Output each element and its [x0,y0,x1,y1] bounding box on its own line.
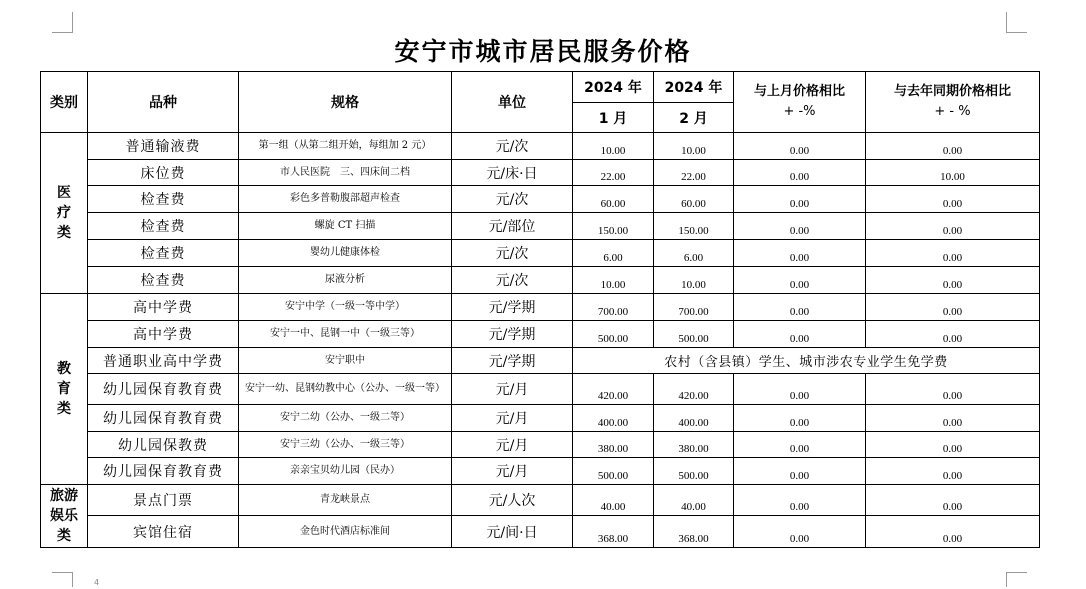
row-unit: 元/学期 [452,348,573,374]
row-unit: 元/学期 [452,294,573,321]
row-spec: 青龙峡景点 [239,485,452,516]
row-feb-price: 60.00 [654,186,734,213]
row-spec: 安宁一中、昆钢一中（一级三等） [239,321,452,348]
row-jan-price: 40.00 [573,485,654,516]
row-item: 高中学费 [88,294,239,321]
row-mom-change: 0.00 [734,213,866,240]
header-feb-month: 2 月 [654,103,734,133]
table-row [41,405,1040,432]
row-mom-change: 0.00 [734,516,866,548]
table-row [41,458,1040,485]
row-spec: 螺旋 CT 扫描 [239,213,452,240]
row-spec: 安宁中学（一级一等中学） [239,294,452,321]
row-yoy-change: 0.00 [866,405,1040,432]
row-jan-price: 60.00 [573,186,654,213]
row-item: 普通职业高中学费 [88,348,239,374]
row-item: 检查费 [88,186,239,213]
row-jan-price: 22.00 [573,160,654,186]
row-yoy-change: 10.00 [866,160,1040,186]
row-yoy-change: 0.00 [866,240,1040,267]
row-jan-price: 150.00 [573,213,654,240]
category-education: 教 育 类 [41,294,88,485]
crop-mark-bottom-right [1006,572,1027,587]
table-row [41,267,1040,294]
row-mom-change: 0.00 [734,374,866,405]
table-row [41,186,1040,213]
free-tuition-note: 农村（含县镇）学生、城市涉农专业学生免学费 [573,348,1040,374]
row-mom-change: 0.00 [734,432,866,458]
row-mom-change: 0.00 [734,405,866,432]
row-mom-change: 0.00 [734,240,866,267]
page-number: 4 [94,578,100,587]
row-yoy-change: 0.00 [866,321,1040,348]
row-item: 景点门票 [88,485,239,516]
table-row [41,348,1040,374]
table-row [41,321,1040,348]
row-unit: 元/次 [452,186,573,213]
row-feb-price: 400.00 [654,405,734,432]
row-unit: 元/人次 [452,485,573,516]
row-feb-price: 10.00 [654,267,734,294]
row-spec: 彩色多普勒腹部超声检查 [239,186,452,213]
row-jan-price: 500.00 [573,321,654,348]
row-jan-price: 6.00 [573,240,654,267]
crop-mark-bottom-left [52,572,73,587]
category-medical: 医 疗 类 [41,133,88,294]
row-item: 幼儿园保育教育费 [88,374,239,405]
table-row [41,213,1040,240]
crop-mark-top-right [1006,12,1027,33]
header-year-on-year [866,72,1040,133]
row-item: 宾馆住宿 [88,516,239,548]
header-spec: 规格 [239,72,452,133]
row-yoy-change: 0.00 [866,458,1040,485]
row-yoy-change: 0.00 [866,213,1040,240]
row-yoy-change: 0.00 [866,432,1040,458]
row-yoy-change: 0.00 [866,267,1040,294]
row-unit: 元/学期 [452,321,573,348]
row-mom-change: 0.00 [734,186,866,213]
row-spec: 安宁二幼（公办、一级二等） [239,405,452,432]
row-item: 幼儿园保育教育费 [88,405,239,432]
row-unit: 元/月 [452,374,573,405]
row-jan-price: 10.00 [573,267,654,294]
header-unit: 单位 [452,72,573,133]
table-row [41,160,1040,186]
row-item: 幼儿园保育教育费 [88,458,239,485]
header-yoy-line2: + - % [934,104,971,119]
row-unit: 元/床·日 [452,160,573,186]
table-row [41,133,1040,160]
table-row [41,374,1040,405]
table-row [41,485,1040,516]
header-month-on-month [734,72,866,133]
row-mom-change: 0.00 [734,160,866,186]
row-feb-price: 500.00 [654,321,734,348]
row-mom-change: 0.00 [734,294,866,321]
table-row [41,240,1040,267]
row-feb-price: 40.00 [654,485,734,516]
row-mom-change: 0.00 [734,133,866,160]
table-row [41,294,1040,321]
row-jan-price: 380.00 [573,432,654,458]
row-feb-price: 150.00 [654,213,734,240]
row-jan-price: 700.00 [573,294,654,321]
row-item: 幼儿园保教费 [88,432,239,458]
row-spec: 安宁三幼（公办、一级三等） [239,432,452,458]
row-unit: 元/月 [452,458,573,485]
row-yoy-change: 0.00 [866,186,1040,213]
row-yoy-change: 0.00 [866,294,1040,321]
row-spec: 第一组（从第二组开始，每组加 2 元） [239,133,452,160]
header-mom-line2: + -% [783,104,816,119]
header-jan-month: 1 月 [573,103,654,133]
row-spec: 市人民医院 三、四床间二档 [239,160,452,186]
row-feb-price: 700.00 [654,294,734,321]
header-item: 品种 [88,72,239,133]
row-item: 普通输液费 [88,133,239,160]
crop-mark-top-left [52,12,73,33]
table-row [41,432,1040,458]
row-spec: 安宁一幼、昆钢幼教中心（公办、一级一等） [239,374,452,405]
row-mom-change: 0.00 [734,321,866,348]
row-spec: 亲亲宝贝幼儿园（民办） [239,458,452,485]
row-mom-change: 0.00 [734,458,866,485]
row-unit: 元/次 [452,133,573,160]
row-unit: 元/月 [452,405,573,432]
row-yoy-change: 0.00 [866,516,1040,548]
category-tourism: 旅游 娱乐 类 [41,485,88,548]
row-feb-price: 10.00 [654,133,734,160]
row-item: 高中学费 [88,321,239,348]
row-unit: 元/次 [452,240,573,267]
row-feb-price: 420.00 [654,374,734,405]
row-unit: 元/次 [452,267,573,294]
row-feb-price: 6.00 [654,240,734,267]
row-feb-price: 368.00 [654,516,734,548]
row-spec: 婴幼儿健康体检 [239,240,452,267]
header-feb-year: 2024 年 [654,72,734,103]
row-jan-price: 10.00 [573,133,654,160]
row-unit: 元/月 [452,432,573,458]
row-spec: 尿液分析 [239,267,452,294]
row-yoy-change: 0.00 [866,133,1040,160]
header-jan-year: 2024 年 [573,72,654,103]
row-jan-price: 420.00 [573,374,654,405]
price-table [40,71,1040,548]
row-item: 检查费 [88,240,239,267]
header-row-1 [41,72,1040,103]
header-category: 类别 [41,72,88,133]
row-mom-change: 0.00 [734,485,866,516]
row-feb-price: 500.00 [654,458,734,485]
row-jan-price: 368.00 [573,516,654,548]
row-feb-price: 380.00 [654,432,734,458]
row-mom-change: 0.00 [734,267,866,294]
header-mom-line1: 与上月价格相比 [753,84,845,99]
row-jan-price: 400.00 [573,405,654,432]
row-item: 检查费 [88,213,239,240]
table-row [41,516,1040,548]
row-item: 床位费 [88,160,239,186]
row-yoy-change: 0.00 [866,485,1040,516]
row-spec: 安宁职中 [239,348,452,374]
row-jan-price: 500.00 [573,458,654,485]
row-unit: 元/部位 [452,213,573,240]
row-item: 检查费 [88,267,239,294]
row-feb-price: 22.00 [654,160,734,186]
document-title: 安宁市城市居民服务价格 [394,37,692,66]
row-unit: 元/间·日 [452,516,573,548]
row-spec: 金色时代酒店标准间 [239,516,452,548]
header-yoy-line1: 与去年同期价格相比 [893,84,1011,99]
row-yoy-change: 0.00 [866,374,1040,405]
